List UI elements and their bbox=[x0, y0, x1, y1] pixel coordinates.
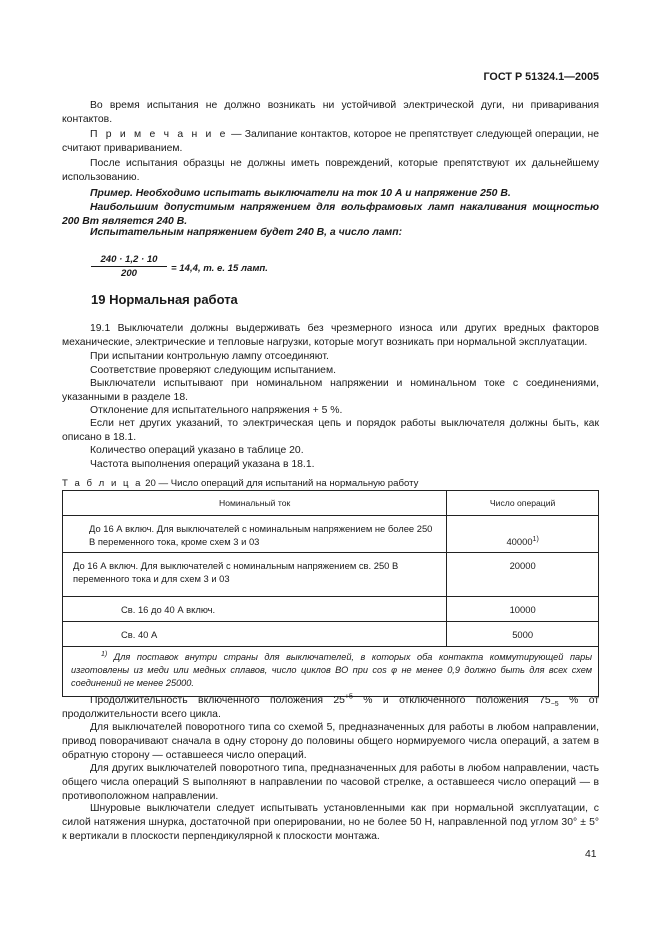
row-operations-value: 40000 bbox=[506, 536, 533, 547]
example-line-2: Наибольшим допустимым напряжением для вольфрамовых ламп накаливания мощностью 200 Вт является 240 В. bbox=[62, 202, 599, 227]
row-rated-current: До 16 А включ. Для выключателей с номинальным напряжением не более 250 В переменного тока, кроме схем 3 и 03 bbox=[63, 516, 447, 553]
page-number: 41 bbox=[585, 849, 597, 860]
damage-paragraph: После испытания образцы не должны иметь повреждений, которые препятствуют их дальнейшему использованию. bbox=[62, 158, 599, 183]
formula-fraction bbox=[91, 254, 167, 279]
s19-p5: Отклонение для испытательного напряжения + 5 %. bbox=[90, 405, 343, 416]
cord-paragraph: Шнуровые выключатели следует испытывать установленными как при нормальной эксплуатации, с силой натяжения шнурка, достаточной при оперировании, но не более 50 Н, направленной под углом 30° ± 5° к вертикали в плоскости перпендикулярной к плоскости монтажа. bbox=[62, 803, 599, 842]
duration-text-1: Продолжительность включенного положения 25 bbox=[90, 695, 345, 706]
duration-text-2: % и отключенного положения 75 bbox=[352, 695, 551, 706]
note-label: П р и м е ч а н и е bbox=[90, 129, 229, 140]
table-row bbox=[63, 622, 599, 647]
duration-paragraph bbox=[62, 694, 599, 722]
s19-p4: Выключатели испытывают при номинальном напряжении и номинальном токе с соединениями, указанными в разделе 18. bbox=[62, 378, 599, 403]
row-rated-current: Св. 16 до 40 А включ. bbox=[63, 597, 447, 622]
formula-numerator: 240 · 1,2 · 10 bbox=[91, 254, 167, 267]
note-text: — Залипание контактов, которое не препятствует следующей операции, не считают привариванием. bbox=[62, 129, 599, 154]
table-header-row bbox=[63, 491, 599, 516]
table-footnote bbox=[63, 647, 599, 697]
operations-table bbox=[62, 490, 599, 697]
duration-tolerance-minus: −5 bbox=[550, 701, 559, 709]
table-caption-text: 20 — Число операций для испытаний на нормальную работу bbox=[142, 478, 419, 489]
duration-tolerance-plus: +5 bbox=[344, 693, 353, 701]
note-paragraph bbox=[62, 128, 599, 156]
table-caption bbox=[62, 477, 599, 491]
rotary-other-paragraph: Для других выключателей поворотного типа, предназначенных для работы в любом направлении, часть общего числа операций S выполняют в направлении по часовой стрелке, а оставшееся число операций — в противоположном направлении. bbox=[62, 763, 599, 802]
table-caption-label: Т а б л и ц а bbox=[62, 478, 143, 489]
s19-p3: Соответствие проверяют следующим испытанием. bbox=[90, 365, 336, 376]
duration-text-3: % от продолжительности всего цикла. bbox=[62, 695, 600, 720]
row-operations bbox=[447, 516, 599, 553]
example-line-3: Испытательным напряжением будет 240 В, а число ламп: bbox=[90, 227, 403, 238]
footnote-ref: 1) bbox=[532, 535, 539, 543]
document-code: ГОСТ Р 51324.1—2005 bbox=[483, 71, 599, 83]
s19-p1: 19.1 Выключатели должны выдерживать без чрезмерного износа или других вредных факторов механические, электрические и тепловые нагрузки, которые могут возникать при нормальной эксплуатации. bbox=[62, 323, 599, 348]
section-title: 19 Нормальная работа bbox=[91, 292, 238, 307]
row-operations: 5000 bbox=[447, 622, 599, 647]
table-row bbox=[63, 516, 599, 553]
column-header-rated-current: Номинальный ток bbox=[63, 491, 447, 516]
s19-p2: При испытании контрольную лампу отсоединяют. bbox=[90, 351, 329, 362]
s19-p6: Если нет других указаний, то электрическая цепь и порядок работы выключателя должны быть, как описано в 18.1. bbox=[62, 418, 599, 443]
arc-paragraph: Во время испытания не должно возникать ни устойчивой электрической дуги, ни приваривания контактов. bbox=[62, 100, 599, 125]
rotary5-paragraph: Для выключателей поворотного типа со схемой 5, предназначенных для работы в любом направлении, привод поворачивают сначала в одну сторону до половины общего нормируемого числа операций, а затем в обратную сторону — оставшееся число операций. bbox=[62, 722, 599, 761]
row-rated-current: До 16 А включ. Для выключателей с номинальным напряжением св. 250 В переменного тока и для схем 3 и 03 bbox=[63, 553, 447, 597]
row-rated-current: Св. 40 А bbox=[63, 622, 447, 647]
formula-result: = 14,4, т. е. 15 ламп. bbox=[171, 263, 268, 274]
table-row bbox=[63, 597, 599, 622]
example-line-1: Пример. Необходимо испытать выключатели на ток 10 А и напряжение 250 В. bbox=[90, 188, 511, 199]
table-footnote-row bbox=[63, 647, 599, 697]
row-operations: 10000 bbox=[447, 597, 599, 622]
formula-denominator: 200 bbox=[120, 268, 137, 279]
s19-p7: Количество операций указано в таблице 20. bbox=[90, 445, 304, 456]
footnote-mark: 1) bbox=[101, 650, 108, 658]
table-row bbox=[63, 553, 599, 597]
s19-p8: Частота выполнения операций указана в 18.1. bbox=[90, 459, 315, 470]
row-operations: 20000 bbox=[447, 553, 599, 597]
column-header-operations: Число операций bbox=[447, 491, 599, 516]
footnote-text: Для поставок внутри страны для выключателей, в которых оба контакта коммутирующей пары изготовлены из меди или медных сплавов, число циклов ВО при cos φ не менее 0,9 должно быть для всех схем соединений не менее 25000. bbox=[71, 652, 592, 688]
